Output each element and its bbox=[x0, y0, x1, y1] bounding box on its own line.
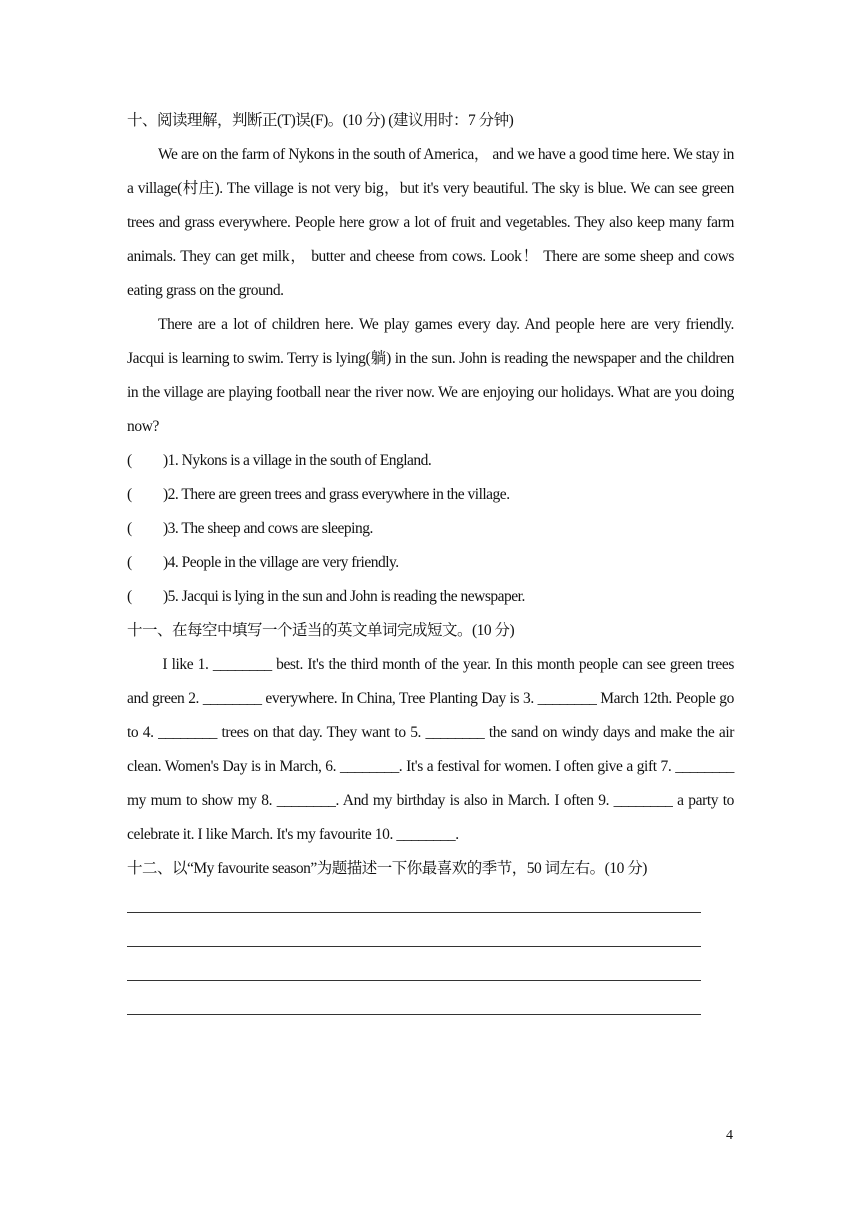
question-text: )5. Jacqui is lying in the sun and John is reading the newspaper. bbox=[163, 588, 525, 605]
writing-line[interactable] bbox=[127, 886, 734, 920]
writing-line[interactable] bbox=[127, 954, 734, 988]
reading-passage-paragraph-1 bbox=[127, 138, 734, 308]
reading-passage-paragraph-2 bbox=[127, 308, 734, 444]
section-11-heading: 十一、在每空中填写一个适当的英文单词完成短文。(10 分) bbox=[127, 622, 515, 639]
true-false-item-3 bbox=[127, 512, 734, 546]
answer-paren[interactable]: ( bbox=[127, 588, 132, 605]
reading-passage-text-2: There are a lot of children here. We play games every day. And people here are very friendly. Jacqui is learning to swim. Terry is lying(躺) in the sun. John is reading the newspaper and the children in the village are playing football near the river now. We are enjoying our holidays. What are you doing now? bbox=[127, 316, 734, 435]
writing-line[interactable] bbox=[127, 988, 734, 1022]
page-number: 4 bbox=[726, 1128, 733, 1143]
answer-paren[interactable]: ( bbox=[127, 554, 132, 571]
cloze-passage bbox=[127, 648, 734, 852]
answer-paren[interactable]: ( bbox=[127, 452, 132, 469]
question-text: )3. The sheep and cows are sleeping. bbox=[163, 520, 373, 537]
section-10-heading: 十、阅读理解，判断正(T)误(F)。(10 分) (建议用时：7 分钟) bbox=[127, 112, 514, 129]
section-12-heading: 十二、以“My favourite season”为题描述一下你最喜欢的季节，50 词左右。(10 分) bbox=[127, 860, 647, 877]
answer-paren[interactable]: ( bbox=[127, 520, 132, 537]
question-text: )2. There are green trees and grass everywhere in the village. bbox=[163, 486, 510, 503]
content-area bbox=[127, 104, 734, 1022]
true-false-item-5 bbox=[127, 580, 734, 614]
cloze-passage-text: I like 1. ________ best. It's the third month of the year. In this month people can see green trees and green 2. ________ everywhere. In China, Tree Planting Day is 3. ________ March 12th. People go to 4. ________ trees on that day. They want to 5. ________ the sand on windy days and make the air clean. Women's Day is in March, 6. ________. It's a festival for women. I often give a gift 7. ________ my mum to show my 8. ________. And my birthday is also in March. I often 9. ________ a party to celebrate it. I like March. It's my favourite 10. ________. bbox=[127, 656, 734, 843]
question-text: )4. People in the village are very friendly. bbox=[163, 554, 399, 571]
writing-line[interactable] bbox=[127, 920, 734, 954]
reading-passage-text-1: We are on the farm of Nykons in the south of America， and we have a good time here. We stay in a village(村庄). The village is not very big，but it's very beautiful. The sky is blue. We can see green trees and grass everywhere. People here grow a lot of fruit and vegetables. They also keep many farm animals. They can get milk， butter and cheese from cows. Look！ There are some sheep and cows eating grass on the ground. bbox=[127, 146, 734, 299]
answer-paren[interactable]: ( bbox=[127, 486, 132, 503]
question-text: )1. Nykons is a village in the south of England. bbox=[163, 452, 432, 469]
true-false-item-2 bbox=[127, 478, 734, 512]
true-false-item-1 bbox=[127, 444, 734, 478]
true-false-item-4 bbox=[127, 546, 734, 580]
